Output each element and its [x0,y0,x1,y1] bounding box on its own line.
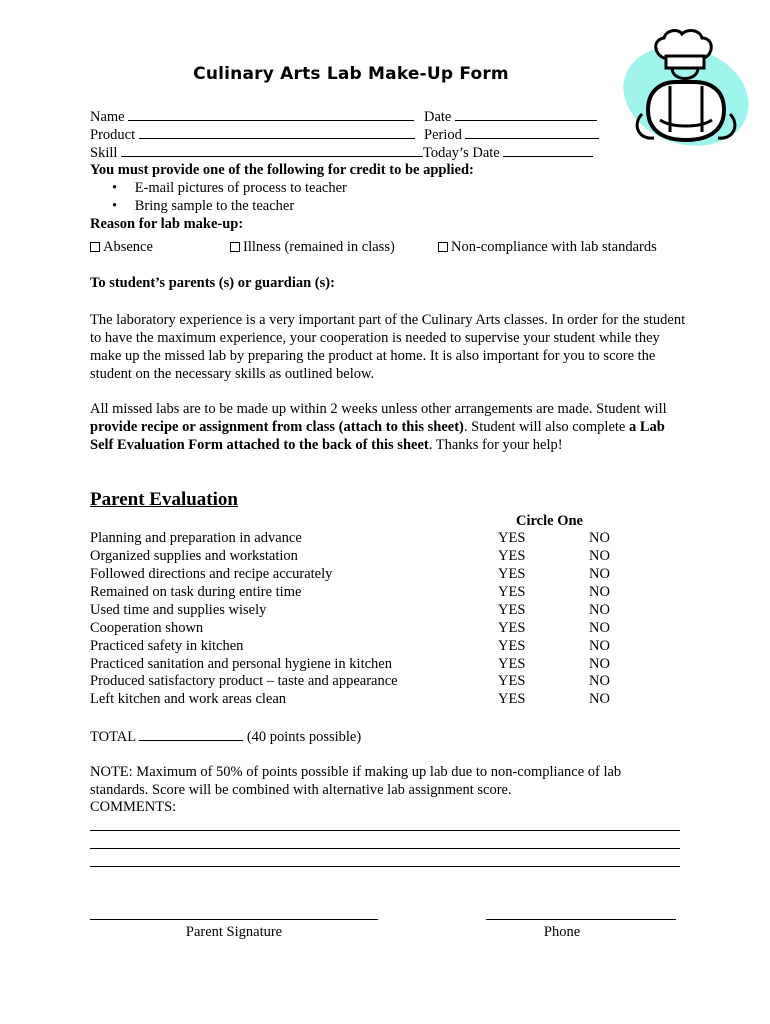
period-row [424,126,599,144]
p2-text: . Student will also complete [463,419,629,435]
total-note: (40 points possible) [246,729,362,745]
p2-text: All missed labs are to be made up within 2 weeks unless other arrangements are made. Student will [90,401,667,417]
criteria-label: Planning and preparation in advance [90,530,302,546]
requirement-heading: You must provide one of the following for credit to be applied: [90,162,474,178]
criteria-label: Used time and supplies wisely [90,602,267,618]
parent-evaluation-heading: Parent Evaluation [90,489,238,510]
date-label: Date [424,109,452,125]
form-title: Culinary Arts Lab Make-Up Form [193,64,509,84]
name-field[interactable] [128,108,414,121]
yes-option[interactable]: YES [498,691,526,707]
no-option[interactable]: NO [589,530,610,546]
comments-line[interactable] [90,866,680,867]
no-option[interactable]: NO [589,673,610,689]
no-option[interactable]: NO [589,620,610,636]
name-label: Name [90,109,125,125]
parent-signature-label: Parent Signature [185,924,283,940]
note-text: NOTE: Maximum of 50% of points possible if making up lab due to non-compliance of lab standards. Score will be combined with alternative lab assignment score. [90,764,622,798]
no-option[interactable]: NO [589,656,610,672]
letter-paragraph-1: The laboratory experience is a very important part of the Culinary Arts classes. In order for the student to have the maximum experience, your cooperation is needed to supervise your student while they make up the missed lab by preparing the product at home. It is also important for you to score the student on the necessary skills as outlined below. [90,312,686,382]
chef-icon [620,28,752,158]
requirement-text: E-mail pictures of process to teacher [134,180,347,196]
yes-option[interactable]: YES [498,638,526,654]
checkbox-icon[interactable] [90,242,100,252]
comments-line[interactable] [90,830,680,831]
date-row [424,108,597,126]
requirement-item [112,198,294,215]
p2-text: . Thanks for your help! [428,437,563,453]
skill-field[interactable] [121,144,423,157]
parent-signature-line[interactable] [90,919,378,920]
circle-one-label: Circle One [516,513,583,529]
phone-line[interactable] [486,919,676,920]
p2-bold: provide recipe or assignment from class (attach to this sheet) [90,419,464,435]
letter-paragraph-2 [90,400,690,454]
no-option[interactable]: NO [589,548,610,564]
criteria-label: Followed directions and recipe accurately [90,566,333,582]
product-row [90,126,415,144]
period-label: Period [424,127,462,143]
todays-date-field[interactable] [503,144,593,157]
comments-line[interactable] [90,848,680,849]
reason-label: Illness (remained in class) [243,239,395,255]
criteria-label: Organized supplies and workstation [90,548,298,564]
requirement-text: Bring sample to the teacher [134,198,295,214]
checkbox-icon[interactable] [230,242,240,252]
no-option[interactable]: NO [589,566,610,582]
product-label: Product [90,127,136,143]
checkbox-icon[interactable] [438,242,448,252]
criteria-label: Left kitchen and work areas clean [90,691,287,707]
date-field[interactable] [455,108,597,121]
criteria-label: Practiced safety in kitchen [90,638,244,654]
yes-option[interactable]: YES [498,656,526,672]
reason-noncompliance[interactable] [438,239,657,256]
skill-row [90,144,593,162]
name-row [90,108,414,126]
reason-heading: Reason for lab make-up: [90,216,244,232]
reason-label: Non-compliance with lab standards [451,239,657,255]
requirement-item [112,180,347,197]
total-field[interactable] [139,728,243,741]
total-row [90,728,361,746]
no-option[interactable]: NO [589,691,610,707]
reason-label: Absence [103,239,153,255]
no-option[interactable]: NO [589,584,610,600]
criteria-label: Practiced sanitation and personal hygiene in kitchen [90,656,392,672]
yes-option[interactable]: YES [498,566,526,582]
yes-option[interactable]: YES [498,602,526,618]
criteria-label: Remained on task during entire time [90,584,302,600]
salutation: To student’s parents (s) or guardian (s): [90,275,335,291]
yes-option[interactable]: YES [498,530,526,546]
bullet-icon: • [112,180,118,196]
product-field[interactable] [139,126,415,139]
reason-absence[interactable] [90,239,153,256]
criteria-label: Cooperation shown [90,620,204,636]
reason-illness[interactable] [230,239,395,256]
no-option[interactable]: NO [589,602,610,618]
skill-label: Skill [90,145,118,161]
yes-option[interactable]: YES [498,584,526,600]
criteria-label: Produced satisfactory product – taste and appearance [90,673,398,689]
todays-date-label: Today’s Date [423,145,500,161]
bullet-icon: • [112,198,118,214]
p2-bold: a Lab Self Evaluation Form attached to the back of this sheet [90,419,665,453]
yes-option[interactable]: YES [498,673,526,689]
period-field[interactable] [465,126,599,139]
comments-label: COMMENTS: [90,799,177,815]
no-option[interactable]: NO [589,638,610,654]
total-label: TOTAL [90,729,136,745]
yes-option[interactable]: YES [498,548,526,564]
yes-option[interactable]: YES [498,620,526,636]
phone-label: Phone [543,924,581,940]
